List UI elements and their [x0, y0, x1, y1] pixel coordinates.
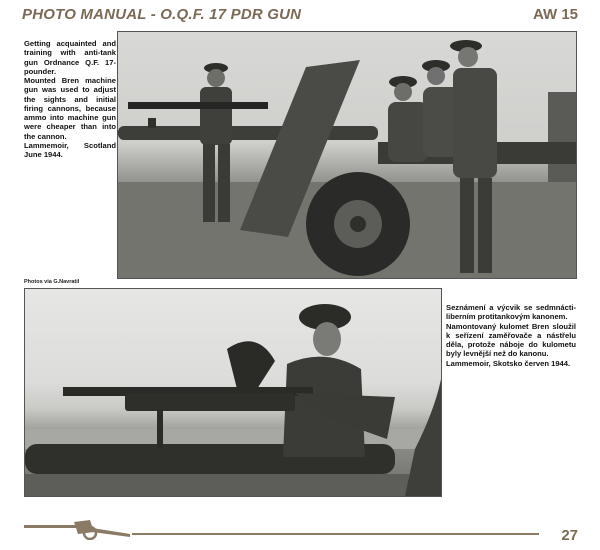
czech-caption — [446, 303, 576, 368]
photo-bren-gun — [24, 288, 442, 497]
caption-paragraph: Mounted Bren machine gun was used to adjust the sights and initial firing cannons, because ammo into machine gun were cheaper than into the cannon. — [24, 76, 116, 141]
gun-silhouette-icon — [24, 518, 134, 545]
page-number: 27 — [561, 527, 578, 544]
english-caption — [24, 39, 116, 159]
caption-paragraph: Seznámení a výcvik se sedmnácti-liberním protitankovým kanonem. — [446, 303, 576, 322]
photo-gun-crew — [117, 31, 577, 279]
photo-credit: Photos via G.Navratil — [24, 279, 80, 285]
caption-paragraph: Namontovaný kulomet Bren sloužil k seřízení zaměřovače a nástřelu děla, protože náboje do kulometu byly levnější než do kanonu. — [446, 321, 576, 359]
issue-code: AW 15 — [532, 6, 578, 23]
caption-paragraph: Getting acquainted and training with anti-tank gun Ordnance Q.F. 17-pounder. — [24, 39, 116, 76]
footer-rule — [132, 533, 539, 535]
caption-paragraph: Lammemoir, Scotland June 1944. — [24, 140, 116, 159]
page-title: PHOTO MANUAL - O.Q.F. 17 PDR GUN — [22, 6, 302, 23]
caption-paragraph: Lammemoir, Skotsko červen 1944. — [446, 358, 571, 368]
